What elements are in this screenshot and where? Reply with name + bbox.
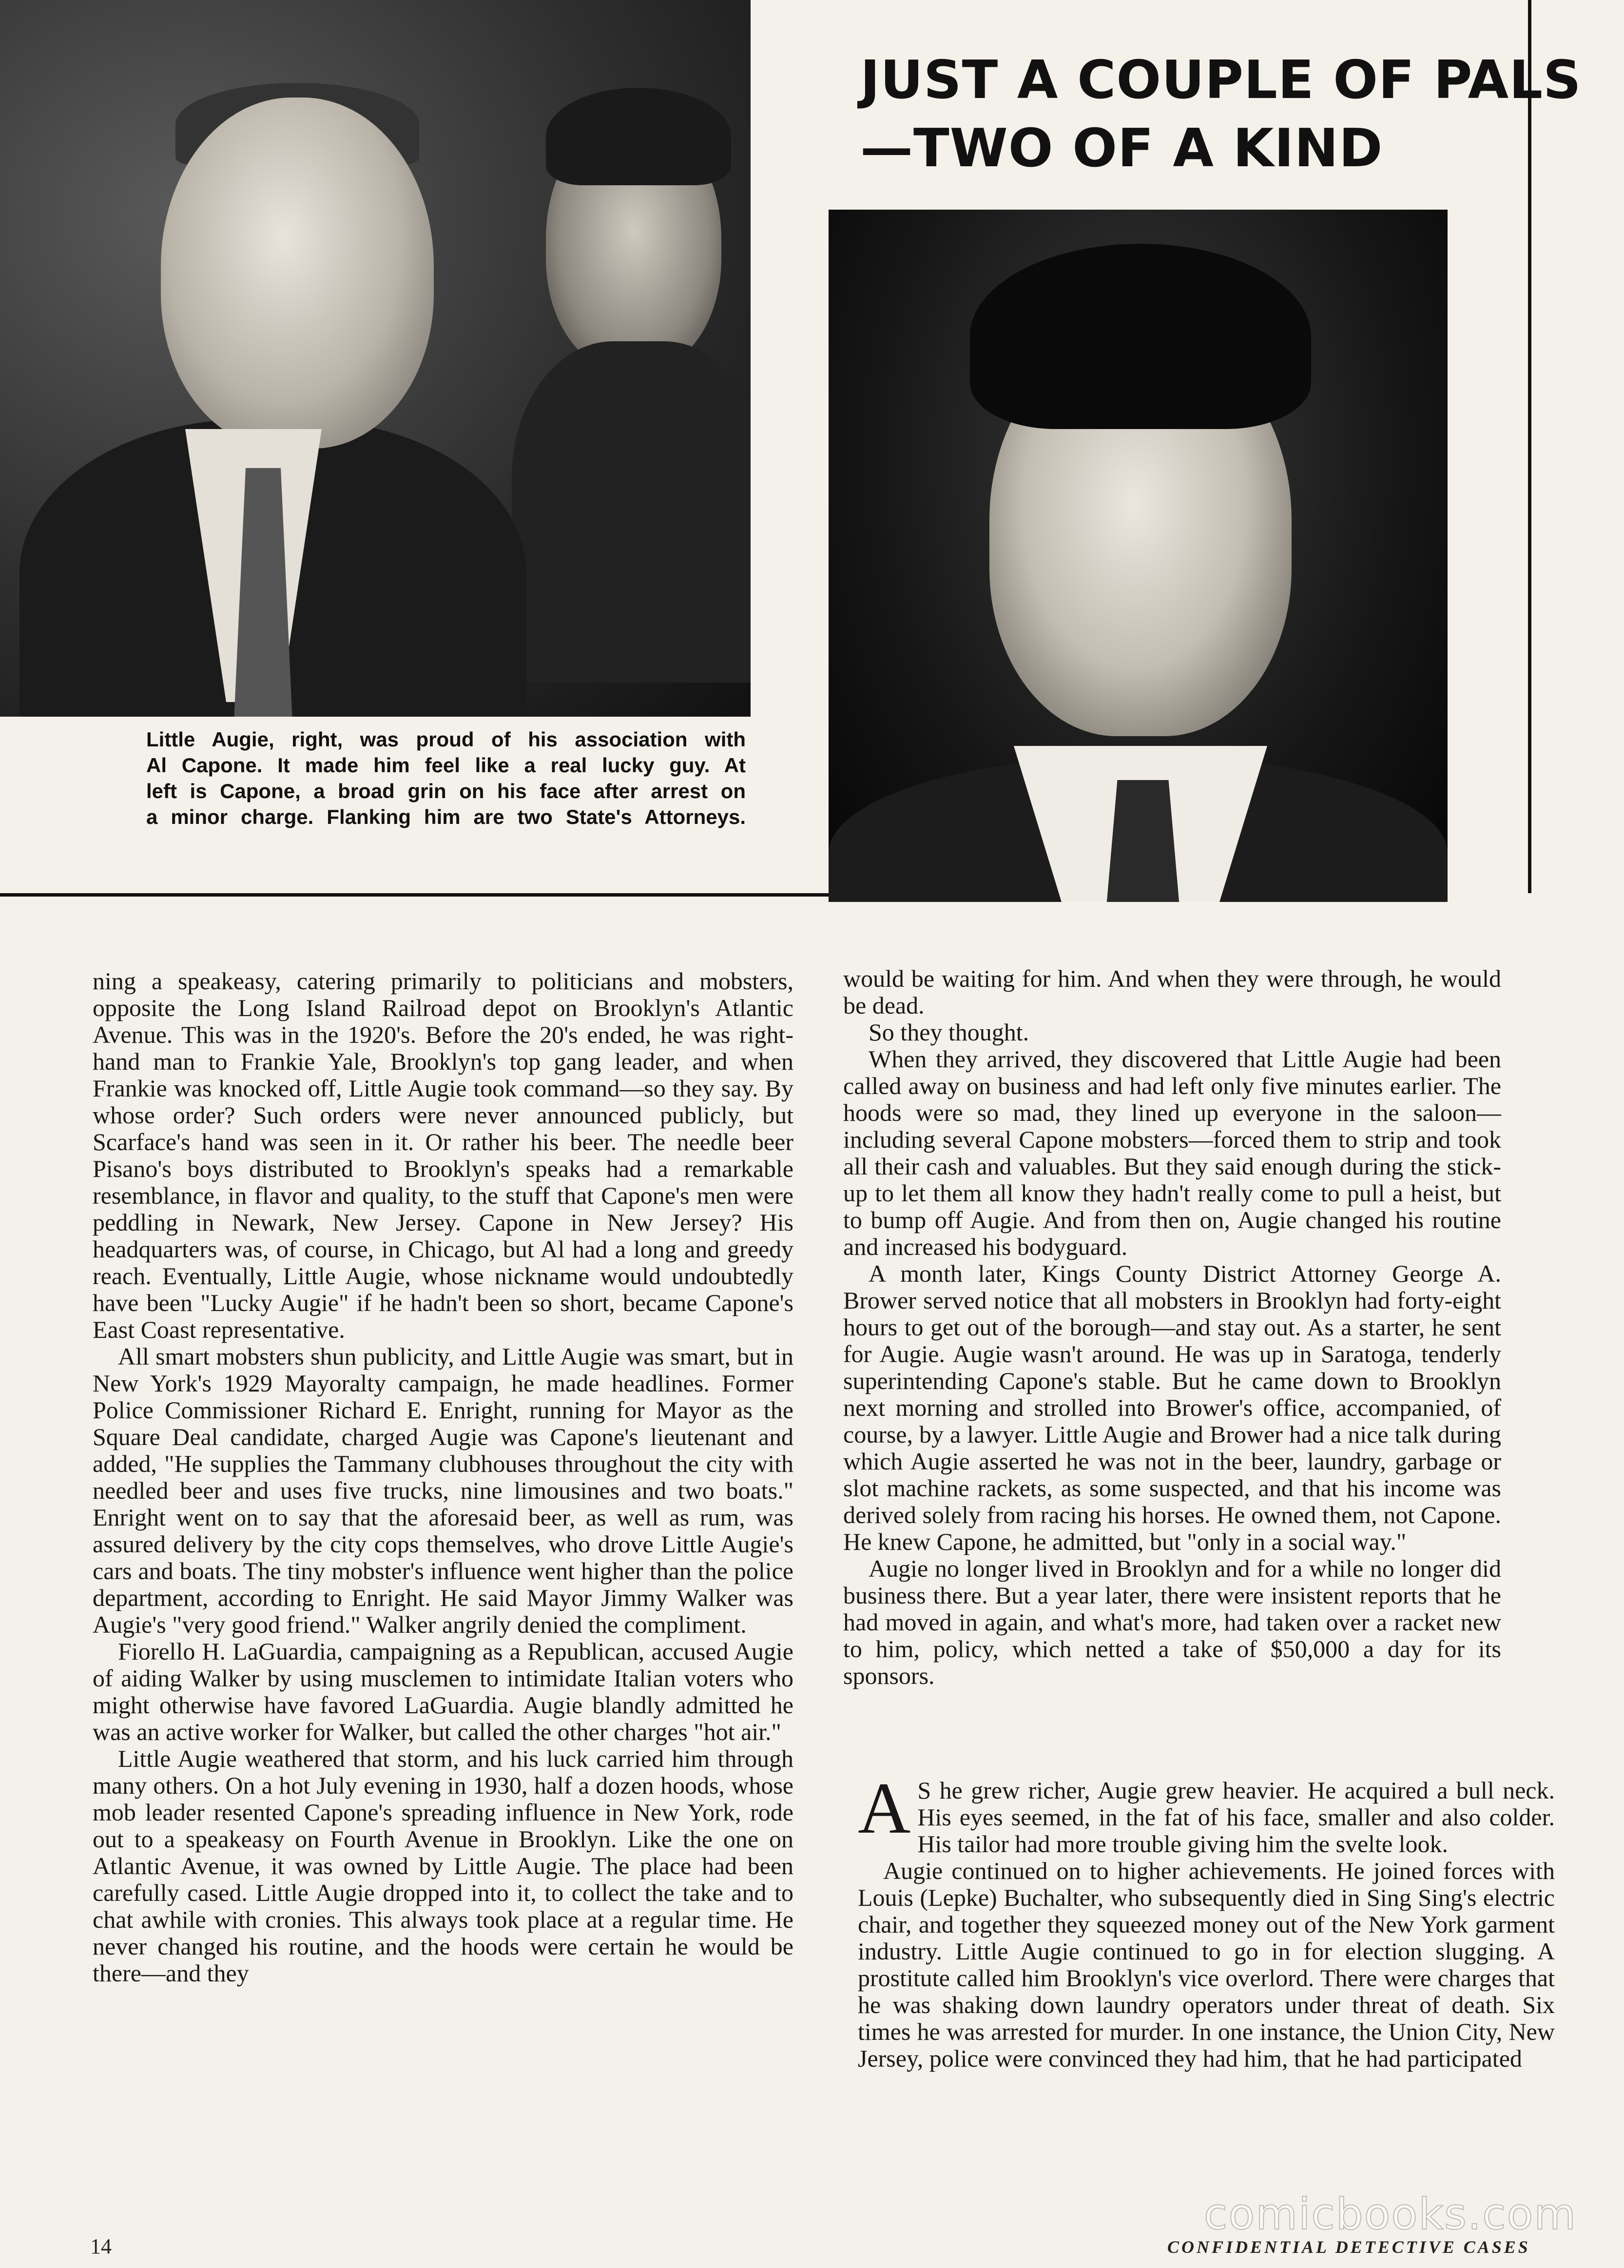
paragraph: So they thought. <box>869 1018 1029 1046</box>
paragraph: Augie continued on to higher achievements. He joined forces with Louis (Lepke) Buchalter, who subsequently died in Sing Sing's electric chair, and together they squeezed money out of the New York garment industry. Little Augie continued to go in for election slugging. A prostitute called him Brooklyn's vice overlord. There were charges that he was shaking down laundry operators under threat of death. Six times he was arrested for murder. In one instance, the Union City, New Jersey, police were convinced they had him, that he had participated <box>858 1857 1555 2072</box>
horizontal-rule <box>0 893 862 897</box>
page-number: 14 <box>90 2234 112 2258</box>
paragraph: A month later, Kings County District Attorney George A. Brower served notice that all mobsters in Brooklyn had forty-eight hours to get out of the borough—and stay out. As a starter, he sent for Augie. Augie wasn't around. He was up in Saratoga, tenderly superintending Capone's stable. But he came down to Brooklyn next morning and strolled into Brower's office, accompanied, of course, by a lawyer. Little Augie and Brower had a nice talk during which Augie asserted he was not in the beer, laundry, garbage or slot machine rackets, as some suspected, and that his income was derived solely from racing his horses. He owned them, not Capone. He knew Capone, he admitted, but "only in a social way." <box>843 1260 1501 1555</box>
capone-face <box>161 98 434 449</box>
caption-line: Little Augie, right, was proud of his association with <box>146 728 746 751</box>
caption-line: Al Capone. It made him feel like a real lucky guy. At <box>146 754 746 777</box>
magazine-name: CONFIDENTIAL DETECTIVE CASES <box>1167 2237 1530 2257</box>
caption-line: a minor charge. Flanking him are two State's Attorneys. <box>146 805 746 828</box>
article-column-right-top <box>843 965 1501 1689</box>
headline-line-1: JUST A COUPLE OF PALS <box>860 50 1582 111</box>
headline-line-2: —TWO OF A KIND <box>860 118 1383 179</box>
watermark: comicbooks.com <box>1204 2189 1577 2239</box>
headline <box>860 46 1582 183</box>
paragraph: Fiorello H. LaGuardia, campaigning as a Republican, accused Augie of aiding Walker by using musclemen to intimidate Italian voters who might otherwise have favored LaGuardia. Augie blandly admitted he was an active worker for Walker, but called the other charges "hot air." <box>93 1638 793 1745</box>
drop-cap: A <box>858 1768 911 1849</box>
photo-caption <box>146 726 746 830</box>
caption-line: left is Capone, a broad grin on his face after arrest on <box>146 780 746 802</box>
paragraph-dropcap <box>858 1768 1555 1857</box>
photo-capone <box>0 0 751 717</box>
photo-little-augie <box>829 210 1448 902</box>
article-column-right-bottom <box>858 1768 1555 2072</box>
dropcap-text: S he grew richer, Augie grew heavier. He acquired a bull neck. His eyes seemed, in the fat of his face, smaller and also colder. His tailor had more trouble giving him the svelte look. <box>917 1777 1555 1857</box>
paragraph: All smart mobsters shun publicity, and Little Augie was smart, but in New York's 1929 Mayoralty campaign, he made headlines. Former Police Commissioner Richard E. Enright, running for Mayor as the Square Deal candidate, charged Augie was Capone's lieutenant and added, "He supplies the Tammany clubhouses throughout the city with needled beer and uses five trucks, nine limousines and two boats." Enright went on to say that the aforesaid beer, as well as rum, was assured delivery by the city cops themselves, who drove Little Augie's cars and boats. The tiny mobster's influence went higher than the police department, according to Enright. He said Mayor Jimmy Walker was Augie's "very good friend." Walker angrily denied the compliment. <box>93 1343 793 1638</box>
paragraph: ning a speakeasy, catering primarily to politicians and mobsters, opposite the Long Island Railroad depot on Brooklyn's Atlantic Avenue. This was in the 1920's. Before the 20's ended, he was right-hand man to Frankie Yale, Brooklyn's top gang leader, and when Frankie was knocked off, Little Augie took command—so they say. By whose order? Such orders were never announced publicly, but Scarface's hand was seen in it. Or rather his beer. The needle beer Pisano's boys distributed to Brooklyn's speaks had a remarkable resemblance, in flavor and quality, to the stuff that Capone's men were peddling in Newark, New Jersey. Capone in New Jersey? His headquarters was, of course, in Chicago, but Al had a long and greedy reach. Eventually, Little Augie, whose nickname would undoubtedly have been "Lucky Augie" if he hadn't been so short, became Capone's East Coast representative. <box>93 967 793 1343</box>
paragraph: Little Augie weathered that storm, and his luck carried him through many others. On a hot July evening in 1930, half a dozen hoods, whose mob leader resented Capone's spreading influence in New York, rode out to a speakeasy on Fourth Avenue in Brooklyn. Like the one on Atlantic Avenue, it was owned by Little Augie. The place had been carefully cased. Little Augie dropped into it, to collect the take and to chat awhile with cronies. This always took place at a regular time. He never changed his routine, and the hoods were certain he would be there—and they <box>93 1745 793 1987</box>
paragraph: would be waiting for him. And when they were through, he would be dead. <box>843 965 1501 1019</box>
paragraph: When they arrived, they discovered that Little Augie had been called away on business and had left only five minutes earlier. The hoods were so mad, they lined up everyone in the saloon—including several Capone mobsters—forced them to strip and took all their cash and valuables. But they said enough during the stick-up to let them all know they hadn't really come to pull a heist, but to bump off Augie. And from then on, Augie changed his routine and increased his bodyguard. <box>843 1045 1501 1260</box>
article-column-left <box>93 968 793 1987</box>
paragraph: Augie no longer lived in Brooklyn and for a while no longer did business there. But a year later, there were insistent reports that he had moved in again, and what's more, had taken over a racket new to him, policy, which netted a take of $50,000 a day for its sponsors. <box>843 1555 1501 1689</box>
